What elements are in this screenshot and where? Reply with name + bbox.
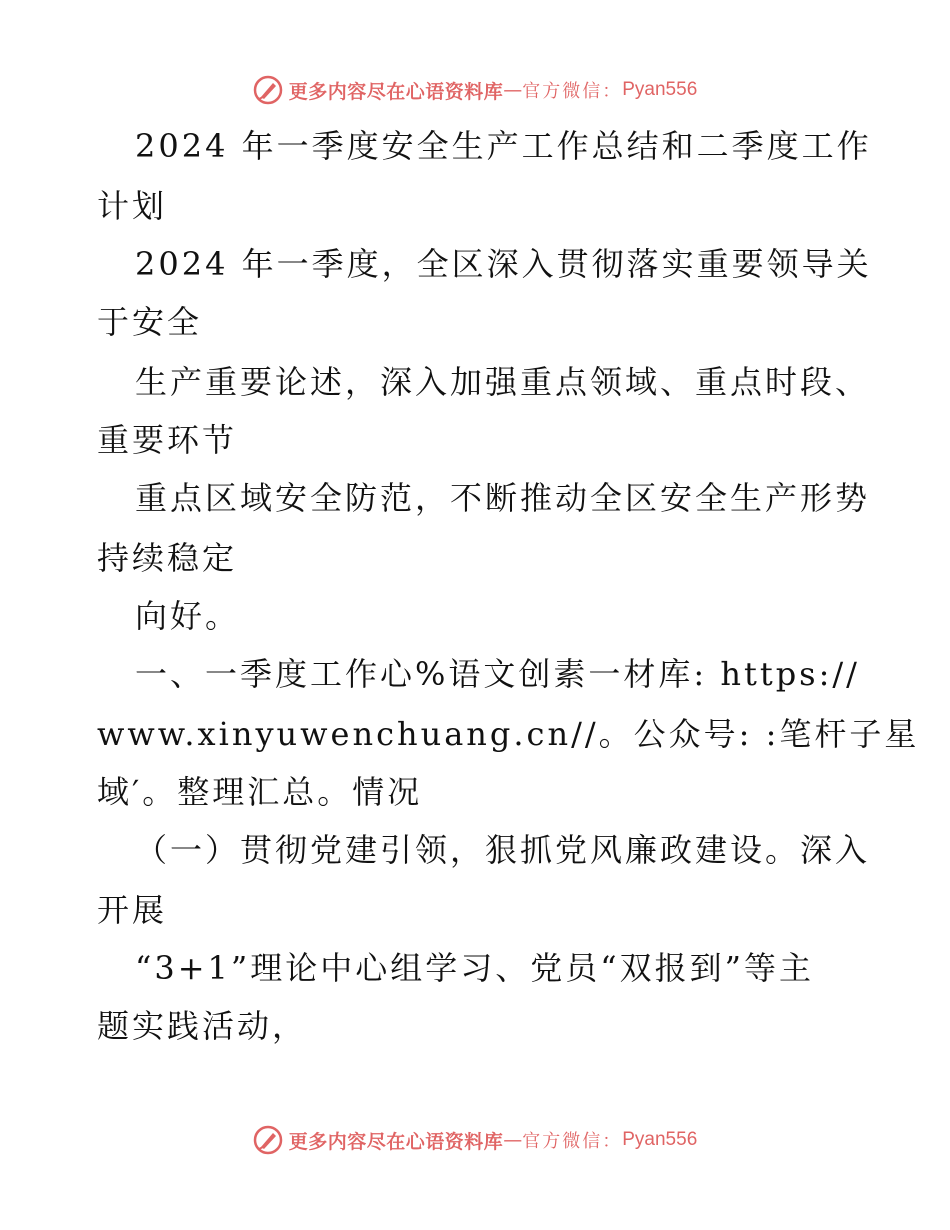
watermark-text: 更多内容尽在心语资料库 [288, 1130, 504, 1153]
paragraph-line: 于安全 [97, 303, 203, 341]
paragraph-line: 重点区域安全防范，不断推动全区安全生产形势 [135, 479, 871, 517]
quill-logo-icon [253, 1125, 283, 1155]
watermark-banner-top [0, 70, 950, 110]
section-heading-line: 一、一季度工作心%语文创素一材库: https:// [135, 655, 860, 693]
paragraph-line: 题实践活动， [97, 1007, 308, 1045]
paragraph-line: 2024 年一季度，全区深入贯彻落实重要领导关 [135, 245, 872, 283]
wechat-id: Pyan556 [622, 1129, 698, 1150]
paragraph-line: www.xinyuwenchuang.cn//。公众号: :笔杆子星 [97, 715, 920, 753]
paragraph-line: 持续稳定 [97, 539, 238, 577]
paragraph-line: 生产重要论述，深入加强重点领域、重点时段、 [135, 363, 871, 401]
wechat-label: 官方微信： [522, 81, 623, 102]
wechat-label: 官方微信： [522, 1131, 623, 1152]
wechat-id: Pyan556 [622, 79, 698, 100]
watermark-dash: — [503, 79, 523, 101]
quill-logo-icon [253, 75, 283, 105]
paragraph-line: 向好。 [135, 597, 241, 635]
paragraph-line: “3+1”理论中心组学习、党员“双报到”等主 [135, 949, 814, 987]
paragraph-line: 重要环节 [97, 421, 238, 459]
subsection-heading-line: （一）贯彻党建引领，狠抓党风廉政建设。深入 [135, 831, 871, 869]
title-line-1: 2024 年一季度安全生产工作总结和二季度工作 [135, 127, 872, 165]
watermark-banner-bottom [0, 1120, 950, 1160]
watermark-text: 更多内容尽在心语资料库 [288, 80, 504, 103]
title-line-2: 计划 [97, 187, 168, 225]
paragraph-line: 域′。整理汇总。情况 [97, 773, 423, 811]
paragraph-line: 开展 [97, 891, 168, 929]
watermark-dash: — [503, 1129, 523, 1151]
